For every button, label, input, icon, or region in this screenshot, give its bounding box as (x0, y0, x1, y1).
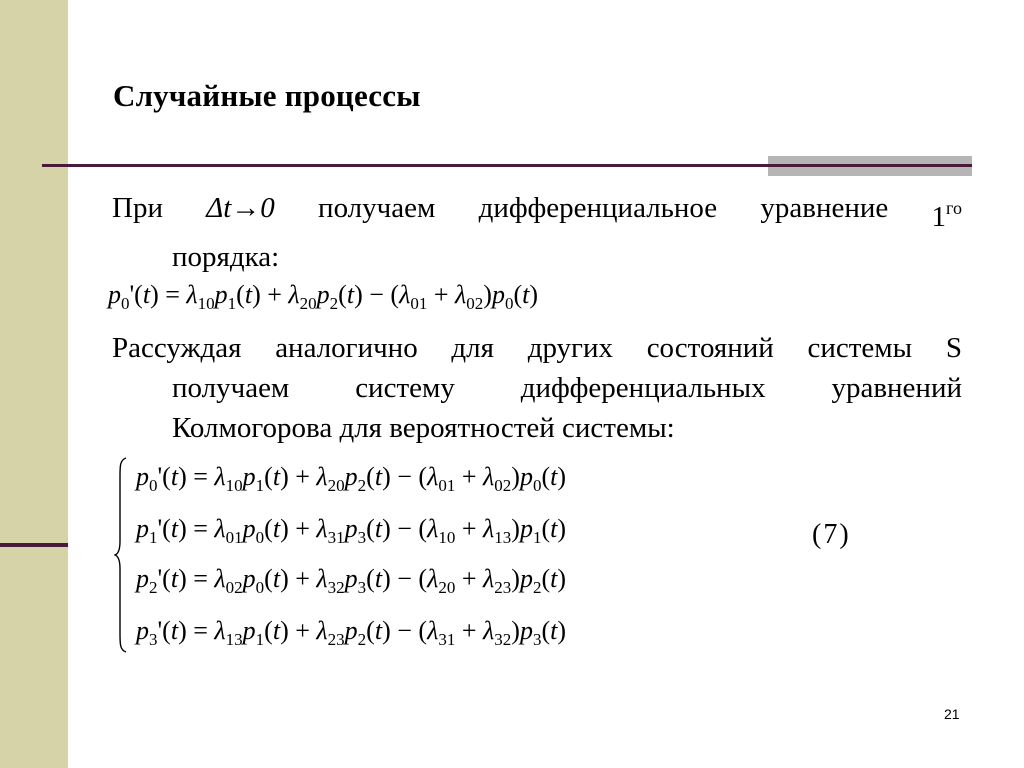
word: уравнение (760, 192, 889, 224)
para2-line1 (112, 328, 962, 368)
word: аналогично (275, 332, 418, 364)
side-band (0, 0, 68, 768)
order-number (932, 188, 962, 237)
system-eq-p0: $p_0'(t) = \lambda_{10}p_1(t) + \lambda_{20}p_2(t) - (\lambda_{01} + \lambda_{02})p_0(t)$ (136, 462, 567, 495)
system-eq-p2: $p_2'(t) = \lambda_{02}p_0(t) + \lambda_{32}p_3(t) - (\lambda_{20} + \lambda_{23})p_2(t)$ (136, 564, 567, 597)
system-eq-p3: $p_3'(t) = \lambda_{13}p_1(t) + \lambda_{23}p_2(t) - (\lambda_{31} + \lambda_{32})p_3(t)$ (136, 616, 567, 649)
order-suffix: го (946, 198, 962, 218)
para1-line2: порядка: (172, 241, 280, 273)
word: состояний (646, 332, 774, 364)
word: дифференциальных (520, 372, 766, 404)
para2-line3: Колмогорова для вероятностей системы: (172, 412, 675, 444)
word: S (945, 332, 962, 364)
equation-p0: $p_0'(t) = \lambda_{10}p_1(t) + \lambda_{20}p_2(t) - (\lambda_{01} + \lambda_{02})p_0(t)$ (108, 280, 539, 313)
word: для (451, 332, 494, 364)
order-digit: 1 (931, 201, 947, 233)
word: уравнений (831, 372, 962, 404)
word: систему (355, 372, 455, 404)
word: системы (807, 332, 913, 364)
side-accent-bar (0, 543, 68, 547)
word: получаем (318, 192, 436, 224)
slide-title: Случайные процессы (113, 78, 421, 113)
title-rule-gray-block (768, 156, 972, 176)
kolmogorov-system (114, 456, 814, 656)
equation-number: (7) (812, 519, 851, 550)
page-number: 21 (944, 706, 960, 722)
word: Рассуждая (112, 332, 242, 364)
delta-t-limit: Δt→0 (206, 192, 275, 224)
word: дифференциальное (478, 192, 718, 224)
para2 (112, 328, 962, 448)
system-eq-p1: $p_1'(t) = \lambda_{01}p_0(t) + \lambda_{31}p_3(t) - (\lambda_{10} + \lambda_{13})p_1(t)$ (136, 514, 567, 547)
slide-body (112, 188, 962, 277)
word: При (112, 192, 163, 224)
word: других (527, 332, 613, 364)
left-brace-icon (114, 456, 128, 654)
para1-line1 (112, 188, 962, 237)
word: получаем (172, 372, 290, 404)
para2-line2 (112, 368, 962, 408)
